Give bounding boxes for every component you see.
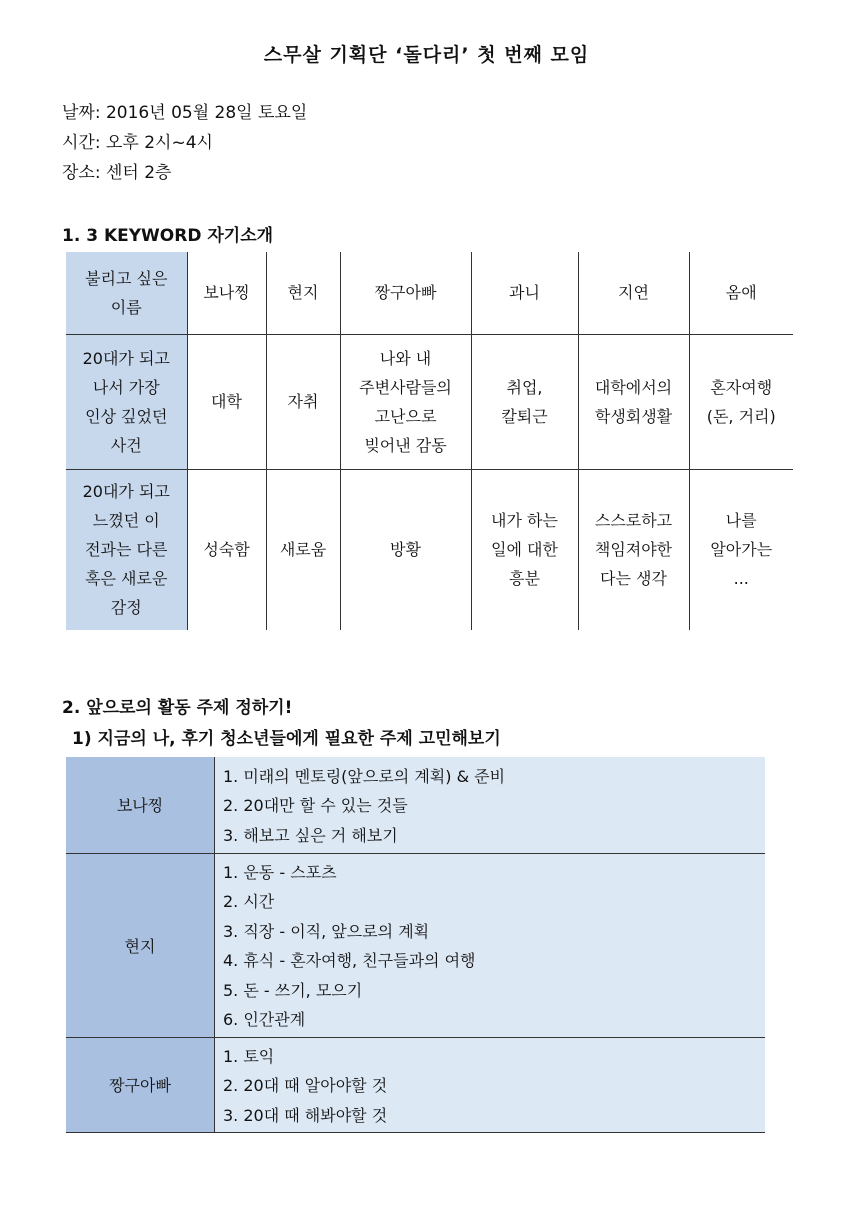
cell-line: ... — [733, 569, 749, 589]
table-cell — [266, 469, 340, 630]
list-item: 2. 시간 — [223, 892, 275, 911]
meeting-time: 시간: 오후 2시~4시 — [62, 133, 213, 153]
table-row — [66, 1037, 765, 1133]
cell-line: 내가 하는 — [491, 511, 558, 531]
table-cell — [471, 334, 578, 469]
name-cell: 지연 — [578, 252, 689, 334]
cell-line: 전과는 다른 — [85, 540, 168, 560]
list-item: 3. 해보고 싶은 거 해보기 — [223, 825, 398, 845]
cell-line: 나를 — [725, 511, 757, 531]
cell-line: 나와 내 — [379, 348, 432, 368]
cell-line: (돈, 거리) — [706, 406, 776, 426]
cell-line: 고난으로 — [374, 406, 437, 426]
table-cell — [187, 469, 266, 630]
table-row — [66, 334, 793, 469]
row-label-cell — [66, 334, 187, 469]
table-cell — [471, 469, 578, 630]
table-cell — [689, 469, 793, 630]
cell-line: 성숙함 — [203, 540, 250, 560]
topic-owner-cell: 보나찡 — [66, 757, 215, 853]
cell-line: 흥분 — [509, 569, 540, 589]
cell-line: 감정 — [110, 598, 142, 618]
topic-list-cell — [215, 757, 766, 853]
name-cell: 과니 — [471, 252, 578, 334]
table-row — [66, 252, 793, 334]
cell-line: 인상 깊었던 — [85, 406, 168, 426]
table-cell — [689, 334, 793, 469]
topic-list-cell — [215, 853, 766, 1037]
list-item: 3. 직장 - 이직, 앞으로의 계획 — [223, 921, 430, 941]
table-cell — [578, 334, 689, 469]
list-item: 6. 인간관계 — [223, 1010, 306, 1029]
header-label-cell — [66, 252, 187, 334]
table-row — [66, 853, 765, 1037]
list-item: 2. 20대만 할 수 있는 것들 — [223, 796, 408, 815]
list-item: 1. 운동 - 스포츠 — [223, 862, 337, 882]
list-item: 1. 토익 — [223, 1046, 275, 1066]
table-cell — [187, 334, 266, 469]
cell-line: 알아가는 — [710, 540, 773, 560]
section2-heading: 2. 앞으로의 활동 주제 정하기! — [62, 698, 293, 718]
cell-line: 빚어낸 감동 — [364, 435, 447, 455]
keyword-intro-table — [66, 252, 793, 630]
cell-line: 다는 생각 — [600, 569, 667, 589]
name-cell: 옴애 — [689, 252, 793, 334]
list-item: 4. 휴식 - 혼자여행, 친구들과의 여행 — [223, 951, 476, 970]
topic-list-cell — [215, 1037, 766, 1133]
cell-line: 사건 — [110, 435, 142, 455]
cell-line: 학생회생활 — [594, 406, 673, 426]
cell-line: 주변사람들의 — [359, 377, 452, 397]
table-cell — [340, 334, 471, 469]
section1-heading: 1. 3 KEYWORD 자기소개 — [62, 226, 274, 246]
table-row — [66, 757, 765, 853]
cell-line: 대학 — [211, 392, 242, 411]
cell-line: 방황 — [390, 540, 421, 560]
list-item: 3. 20대 때 해봐야할 것 — [223, 1105, 388, 1125]
cell-line: 혹은 새로운 — [85, 569, 168, 589]
cell-line: 불리고 싶은 — [85, 268, 168, 288]
cell-line: 취업, — [506, 377, 543, 397]
section2-subheading: 1) 지금의 나, 후기 청소년들에게 필요한 주제 고민해보기 — [72, 729, 501, 749]
cell-line: 자취 — [287, 392, 319, 411]
table-cell — [340, 469, 471, 630]
topic-owner-cell: 현지 — [66, 853, 215, 1037]
table-row — [66, 469, 793, 630]
list-item: 1. 미래의 멘토링(앞으로의 계획) & 준비 — [223, 766, 506, 786]
name-cell: 짱구아빠 — [340, 252, 471, 334]
meeting-date: 날짜: 2016년 05월 28일 토요일 — [62, 103, 308, 123]
row-label-cell — [66, 469, 187, 630]
cell-line: 칼퇴근 — [501, 406, 548, 426]
topic-owner-cell: 짱구아빠 — [66, 1037, 215, 1133]
cell-line: 20대가 되고 — [82, 482, 170, 502]
cell-line: 일에 대한 — [491, 540, 558, 560]
meeting-place: 장소: 센터 2층 — [62, 163, 172, 183]
cell-line: 스스로하고 — [594, 511, 673, 531]
list-item: 5. 돈 - 쓰기, 모으기 — [223, 980, 363, 1000]
cell-line: 대학에서의 — [594, 377, 673, 397]
document-title: 스무살 기획단 ‘돌다리’ 첫 번째 모임 — [263, 44, 590, 66]
cell-line: 이름 — [110, 297, 142, 317]
cell-line: 느꼈던 이 — [92, 511, 160, 531]
cell-line: 20대가 되고 — [82, 348, 170, 368]
cell-line: 나서 가장 — [92, 377, 160, 397]
name-cell: 현지 — [266, 252, 340, 334]
cell-line: 책임져야한 — [594, 540, 673, 560]
cell-line: 새로움 — [279, 540, 327, 560]
table-cell — [266, 334, 340, 469]
table-cell — [578, 469, 689, 630]
topics-table — [66, 757, 765, 1133]
list-item: 2. 20대 때 알아야할 것 — [223, 1076, 388, 1095]
name-cell: 보나찡 — [187, 252, 266, 334]
cell-line: 혼자여행 — [710, 377, 773, 397]
